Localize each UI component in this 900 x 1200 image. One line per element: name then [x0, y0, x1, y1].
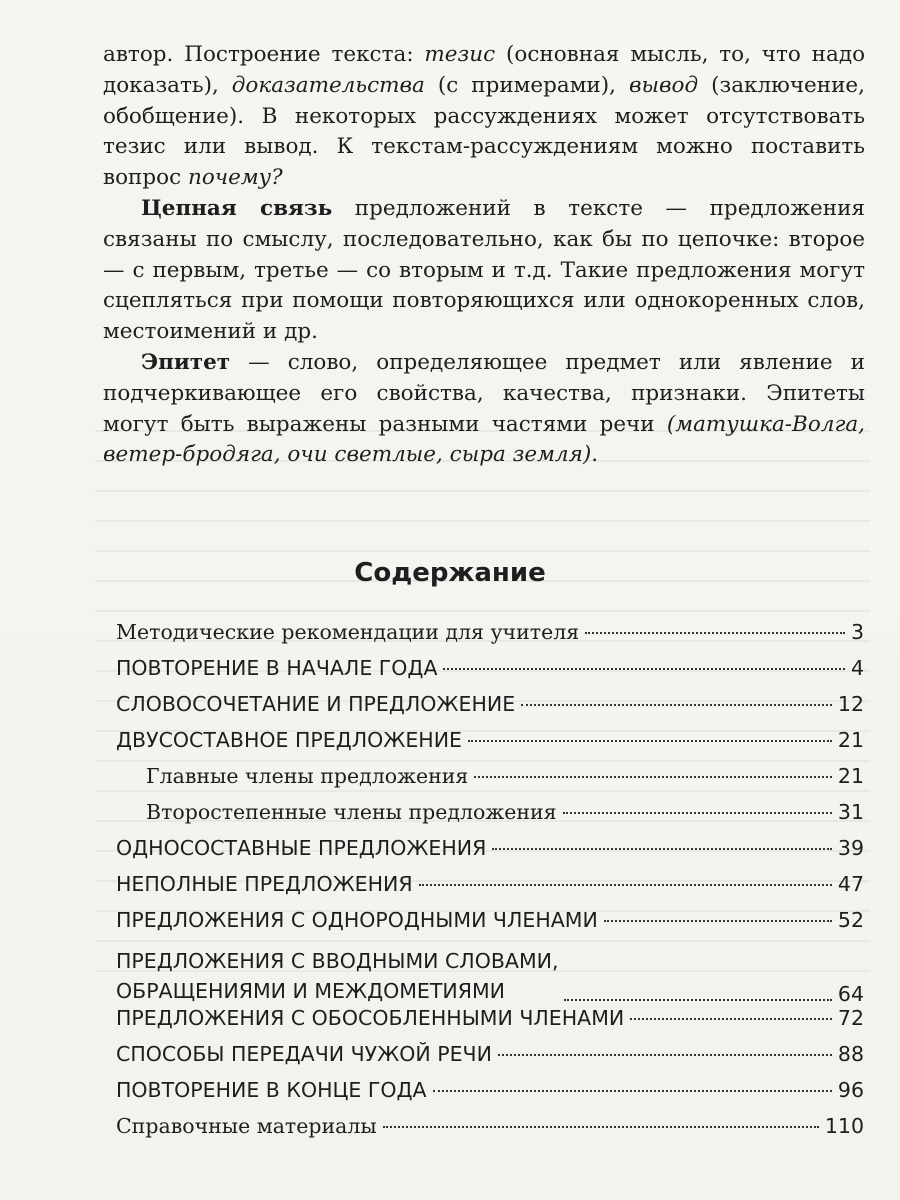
term-epithet: Эпитет	[141, 349, 231, 375]
toc-item[interactable]	[116, 692, 864, 728]
toc-leader-dots	[492, 848, 832, 850]
toc-item-title: ПОВТОРЕНИЕ В НАЧАЛЕ ГОДА	[116, 656, 438, 680]
toc-item-title: Методические рекомендации для учителя	[116, 620, 580, 644]
toc-item[interactable]	[116, 872, 864, 908]
toc-item-page: 72	[837, 1006, 864, 1030]
term-thesis: тезис	[424, 42, 496, 67]
toc-subitem[interactable]	[116, 764, 864, 800]
toc-item-title: Справочные материалы	[116, 1114, 377, 1138]
toc-item-page: 88	[837, 1042, 864, 1066]
toc-item[interactable]	[116, 620, 864, 656]
toc-item[interactable]	[116, 1078, 864, 1114]
toc-item-page: 12	[837, 692, 864, 716]
text-fragment: (заключение, обобщение). В некоторых рассуждениях может отсутствовать тезис или вывод. К текстам-рассуждениям можно поставить вопрос	[103, 72, 865, 191]
toc-item-page: 21	[837, 764, 864, 788]
toc-item[interactable]	[116, 908, 864, 944]
toc-item-title: ДВУСОСТАВНОЕ ПРЕДЛОЖЕНИЕ	[116, 728, 462, 752]
toc-item[interactable]	[116, 836, 864, 872]
toc-item-page: 110	[824, 1114, 864, 1138]
text-fragment: .	[591, 442, 599, 468]
toc-item-title: ПОВТОРЕНИЕ В КОНЦЕ ГОДА	[116, 1078, 427, 1102]
toc-leader-dots	[468, 740, 832, 742]
toc-leader-dots	[585, 632, 845, 634]
toc-leader-dots	[630, 1018, 832, 1020]
toc-item-title: ОДНОСОСТАВНЫЕ ПРЕДЛОЖЕНИЯ	[116, 836, 487, 860]
table-of-contents	[116, 620, 864, 1150]
toc-leader-dots	[604, 920, 832, 922]
epithet-examples: (матушка-Волга, ветер-бродяга, очи светлые, сыра земля)	[103, 411, 865, 468]
paragraph-reasoning	[103, 40, 865, 194]
toc-item-page: 31	[837, 800, 864, 824]
toc-item-page: 39	[837, 836, 864, 860]
toc-leader-dots	[443, 668, 844, 670]
toc-leader-dots	[433, 1090, 832, 1092]
toc-leader-dots	[383, 1126, 819, 1128]
term-conclusion: вывод	[628, 72, 699, 98]
toc-item-page: 4	[850, 656, 864, 680]
term-proof: доказательства	[231, 72, 425, 98]
text-fragment: (с примерами),	[424, 72, 629, 98]
toc-item-page: 96	[837, 1078, 864, 1102]
toc-item-title: Второстепенные члены предложения	[146, 800, 557, 824]
text-fragment: предложений в тексте — предложения связаны по смыслу, последовательно, как бы по цепочке: второе — с первым, третье — со вторым и т.д. Такие предложения могут сцепляться при помощи повторяющихся или однокоренных слов, местоимений и др.	[103, 195, 865, 345]
toc-leader-dots	[563, 812, 832, 814]
toc-item-page: 52	[837, 908, 864, 932]
toc-subitem[interactable]	[116, 800, 864, 836]
toc-item-title-line: ОБРАЩЕНИЯМИ И МЕЖДОМЕТИЯМИ	[116, 979, 505, 1003]
paragraph-epithet	[103, 348, 865, 471]
toc-item[interactable]	[116, 1114, 864, 1150]
toc-item-title: НЕПОЛНЫЕ ПРЕДЛОЖЕНИЯ	[116, 872, 413, 896]
toc-item-page: 64	[837, 982, 864, 1006]
toc-item-page: 47	[837, 872, 864, 896]
toc-item[interactable]	[116, 1042, 864, 1078]
toc-item-title: ПРЕДЛОЖЕНИЯ С ОДНОРОДНЫМИ ЧЛЕНАМИ	[116, 908, 598, 932]
toc-leader-dots	[564, 999, 831, 1001]
toc-item[interactable]	[116, 944, 864, 1006]
toc-item-title: СПОСОБЫ ПЕРЕДАЧИ ЧУЖОЙ РЕЧИ	[116, 1042, 492, 1066]
paragraph-chain-link	[103, 194, 865, 348]
toc-item-page: 21	[837, 728, 864, 752]
toc-leader-dots	[474, 776, 832, 778]
toc-leader-dots	[521, 704, 832, 706]
toc-item[interactable]	[116, 1006, 864, 1042]
text-fragment: — слово, определяющее предмет или явление и подчеркивающее его свойства, качества, признаки. Эпитеты могут быть выражены разными частями речи	[103, 349, 865, 437]
toc-item[interactable]	[116, 728, 864, 764]
toc-heading: Содержание	[354, 558, 546, 588]
body-text	[103, 40, 865, 471]
term-chain-link: Цепная связь	[141, 195, 333, 221]
toc-item-title-line: ПРЕДЛОЖЕНИЯ С ВВОДНЫМИ СЛОВАМИ,	[116, 949, 559, 973]
toc-leader-dots	[419, 884, 832, 886]
toc-item-title	[116, 946, 558, 1006]
toc-leader-dots	[498, 1054, 832, 1056]
toc-item-title: СЛОВОСОЧЕТАНИЕ И ПРЕДЛОЖЕНИЕ	[116, 692, 516, 716]
term-question: почему?	[187, 165, 283, 191]
toc-item-title: ПРЕДЛОЖЕНИЯ С ОБОСОБЛЕННЫМИ ЧЛЕНАМИ	[116, 1006, 625, 1030]
text-fragment: автор. Построение текста:	[103, 42, 425, 67]
text-fragment: (основная мысль, то, что надо доказать),	[103, 42, 866, 98]
toc-item-page: 3	[850, 620, 864, 644]
toc-item[interactable]	[116, 656, 864, 692]
toc-item-title: Главные члены предложения	[146, 764, 469, 788]
